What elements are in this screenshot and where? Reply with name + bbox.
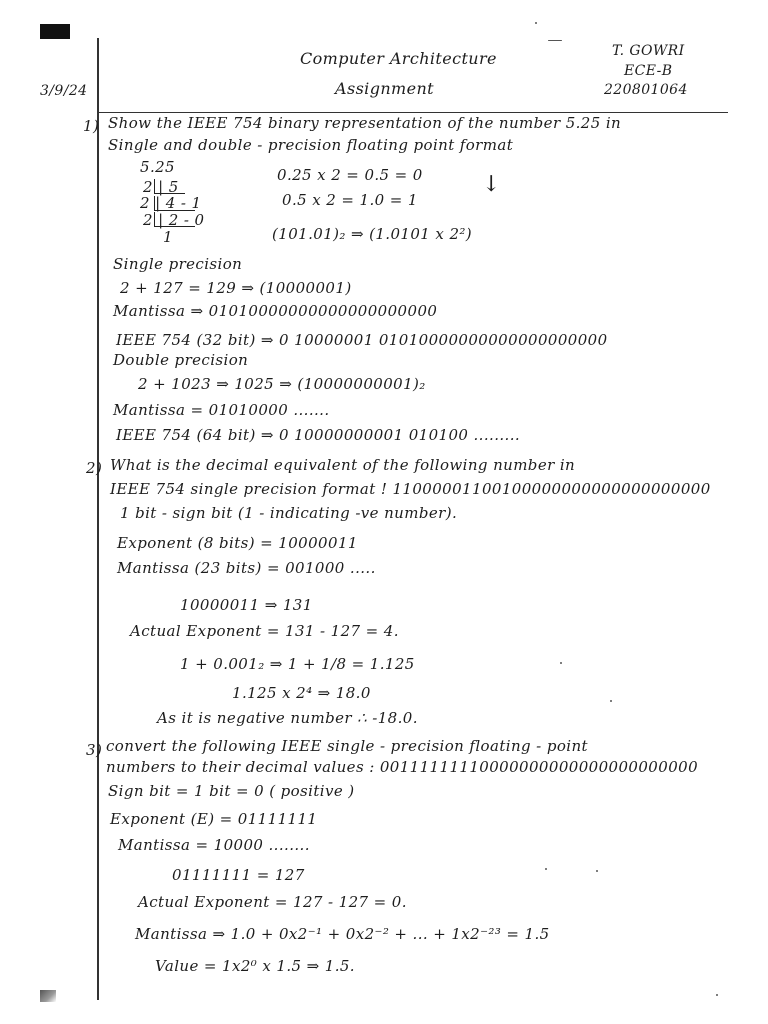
text-line-q1-frac1: 0.25 x 2 = 0.5 = 0 <box>277 166 423 184</box>
speck <box>716 994 718 996</box>
text-line-q3-actual: Actual Exponent = 127 - 127 = 0. <box>138 893 407 911</box>
text-line-q1-sp-exp: 2 + 127 = 129 ⇒ (10000001) <box>120 279 352 297</box>
speck <box>535 22 537 24</box>
text-line-q3-exp: Exponent (E) = 01111111 <box>110 810 318 828</box>
arrow-down-icon: ↓ <box>482 172 501 197</box>
edge-mark <box>40 990 56 1002</box>
text-line-q1-dp-exp: 2 + 1023 ⇒ 1025 ⇒ (10000000001)₂ <box>138 375 426 393</box>
text-line-q1-dp-ieee: IEEE 754 (64 bit) ⇒ 0 10000000001 010100 ......... <box>116 426 521 444</box>
header-rule <box>97 112 728 113</box>
text-line-q1-bin: (101.01)₂ ⇒ (1.0101 x 2²) <box>272 225 473 243</box>
text-line-q2-frac: 1 + 0.001₂ ⇒ 1 + 1/8 = 1.125 <box>180 655 415 673</box>
text-line-q2-exp: Exponent (8 bits) = 10000011 <box>117 534 358 552</box>
text-line-q2-man: Mantissa (23 bits) = 001000 ..... <box>117 559 376 577</box>
text-line-q1-sp: Single precision <box>113 255 243 273</box>
text-line-q3-l1: convert the following IEEE single - precision floating - point <box>106 737 588 755</box>
text-line-q3-sign: Sign bit = 1 bit = 0 ( positive ) <box>108 782 355 800</box>
text-line-q1-dp: Double precision <box>113 351 249 369</box>
text-line-q1-div3: 2 | 2 - 0 <box>143 211 205 229</box>
margin-line <box>97 38 99 1000</box>
text-line-q3-value: Value = 1x2⁰ x 1.5 ⇒ 1.5. <box>155 957 355 975</box>
text-line-q2-val: 1.125 x 2⁴ ⇒ 18.0 <box>232 684 371 702</box>
speck <box>560 662 562 664</box>
student-class: ECE-B <box>624 63 673 79</box>
text-line-q2-neg: As it is negative number ∴ -18.0. <box>157 709 418 727</box>
speck <box>610 700 612 702</box>
text-line-q3-label: 3) <box>86 741 103 759</box>
text-line-q1-sp-ieee: IEEE 754 (32 bit) ⇒ 0 10000001 01010000000000000000000 <box>116 331 608 349</box>
header-date: 3/9/24 <box>40 83 88 99</box>
page-subtitle: Assignment <box>335 79 435 98</box>
student-roll: 220801064 <box>604 82 688 98</box>
text-line-q1-div4: 1 <box>163 228 173 246</box>
student-name: T. GOWRI <box>612 43 685 59</box>
text-line-q1-l2: Single and double - precision floating point format <box>108 136 514 154</box>
text-line-q2-conv: 10000011 ⇒ 131 <box>180 596 313 614</box>
text-line-q1-label: 1) <box>83 117 100 135</box>
text-line-q1-num: 5.25 <box>140 158 175 176</box>
division-bracket <box>154 212 195 227</box>
text-line-q2-sign: 1 bit - sign bit (1 - indicating -ve number). <box>120 504 458 522</box>
division-bracket <box>154 179 185 194</box>
text-line-q3-l2: numbers to their decimal values : 00111111110000000000000000000000 <box>106 758 699 776</box>
text-line-q1-l1: Show the IEEE 754 binary representation of the number 5.25 in <box>108 114 622 132</box>
text-line-q1-sp-man: Mantissa ⇒ 01010000000000000000000 <box>113 302 438 320</box>
text-line-q1-dp-man: Mantissa = 01010000 ....... <box>113 401 330 419</box>
speck <box>545 868 547 870</box>
text-line-q2-actual: Actual Exponent = 131 - 127 = 4. <box>130 622 399 640</box>
division-bracket <box>154 196 195 211</box>
text-line-q3-man: Mantissa = 10000 ........ <box>118 836 310 854</box>
text-line-q1-div1: 2 | 5 <box>143 178 179 196</box>
text-line-q2-l2: IEEE 754 single precision format ! 11000001100100000000000000000000 <box>110 480 711 498</box>
speck <box>548 40 562 41</box>
text-line-q3-mant: Mantissa ⇒ 1.0 + 0x2⁻¹ + 0x2⁻² + ... + 1x2⁻²³ = 1.5 <box>135 925 550 943</box>
text-line-q1-div2: 2 | 4 - 1 <box>140 194 202 212</box>
corner-mark <box>40 24 70 39</box>
text-line-q1-frac2: 0.5 x 2 = 1.0 = 1 <box>282 191 418 209</box>
speck <box>596 870 598 872</box>
text-line-q2-l1: What is the decimal equivalent of the following number in <box>110 456 576 474</box>
text-line-q3-conv: 01111111 = 127 <box>172 866 305 884</box>
text-line-q2-label: 2) <box>86 459 103 477</box>
page-title: Computer Architecture <box>300 49 497 68</box>
